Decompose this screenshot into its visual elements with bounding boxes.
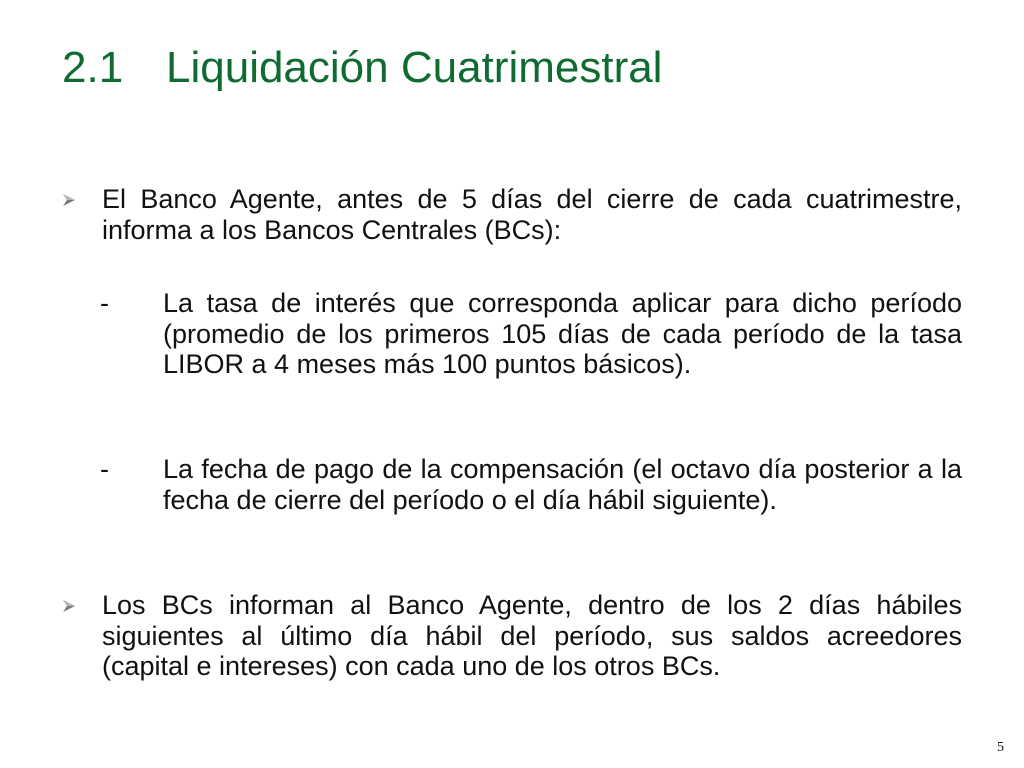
sub-item-text: La tasa de interés que corresponda aplicar para dicho período (promedio de los primeros 105 días de cada período de la tasa LIBOR a 4 meses más 100 puntos básicos). <box>163 288 962 379</box>
page-number: 5 <box>997 740 1004 755</box>
arrow-bullet-icon <box>62 193 76 207</box>
arrow-bullet-icon <box>62 599 76 613</box>
bullet-item <box>62 184 962 245</box>
slide-title <box>62 40 662 96</box>
sub-item <box>100 288 962 380</box>
bullet-item <box>62 590 962 682</box>
bullet-text: Los BCs informan al Banco Agente, dentro de los 2 días hábiles siguientes al último día hábil del período, sus saldos acreedores (capital e intereses) con cada uno de los otros BCs. <box>102 590 962 681</box>
bullet-text: El Banco Agente, antes de 5 días del cierre de cada cuatrimestre, informa a los Bancos Centrales (BCs): <box>102 184 962 245</box>
title-number: 2.1 <box>62 43 124 92</box>
sub-item <box>100 454 962 515</box>
title-text: Liquidación Cuatrimestral <box>166 43 663 92</box>
sub-item-text: La fecha de pago de la compensación (el octavo día posterior a la fecha de cierre del período o el día hábil siguiente). <box>163 454 962 515</box>
sub-item-marker: - <box>100 454 109 484</box>
sub-item-marker: - <box>100 288 109 318</box>
